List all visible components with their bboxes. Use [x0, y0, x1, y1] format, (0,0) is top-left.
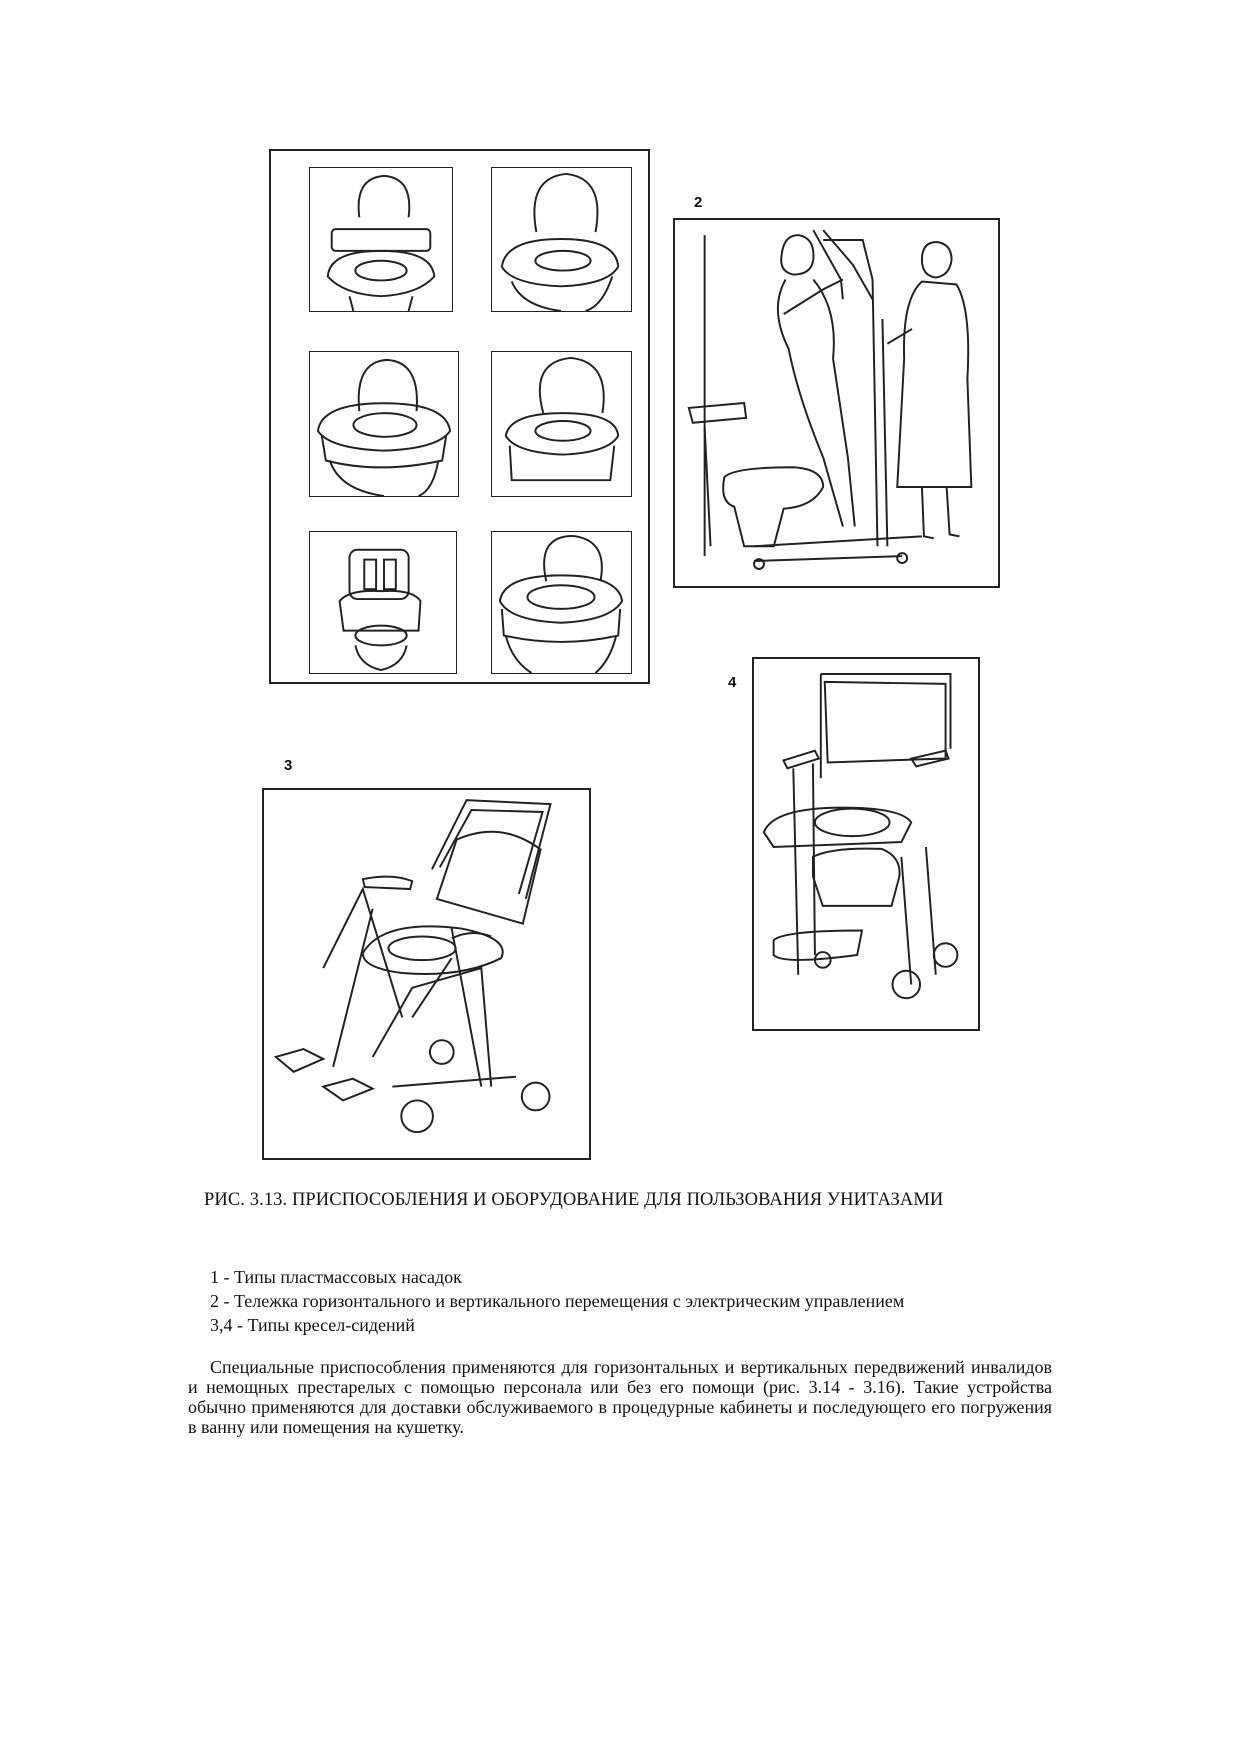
figure-4-commode-chair — [752, 657, 980, 1031]
figure-legend — [210, 1265, 904, 1337]
figure-3-wheeled-chair — [262, 788, 591, 1160]
toilet-seat-image-4 — [491, 351, 632, 497]
toilet-seat-image-6 — [491, 531, 632, 674]
legend-item-2: 2 - Тележка горизонтального и вертикального перемещения с электрическим управлением — [210, 1291, 905, 1311]
toilet-seat-image-3 — [309, 351, 459, 497]
figure-4-label: 4 — [728, 674, 737, 691]
legend-item-3: 3,4 - Типы кресел-сидений — [210, 1315, 415, 1335]
toilet-seat-image-2 — [491, 167, 632, 312]
figure-1-toilet-seat-attachments — [269, 149, 650, 684]
toilet-seat-image-5 — [309, 531, 457, 674]
figure-2-lifting-trolley — [673, 218, 1000, 588]
body-paragraph: Специальные приспособления применяются для горизонтальных и вертикальных передвижений инвалидов и немощных престарелых с помощью персонала или без его помощи (рис. 3.14 - 3.16). Такие устройства обычно применяются для доставки обслуживаемого в процедурные кабинеты и последующего его погружения в ванну или помещения на кушетку. — [188, 1357, 1052, 1437]
legend-item-1: 1 - Типы пластмассовых насадок — [210, 1267, 462, 1287]
figure-2-label: 2 — [694, 194, 703, 211]
toilet-seat-image-1 — [309, 167, 453, 312]
figure-caption: РИС. 3.13. ПРИСПОСОБЛЕНИЯ И ОБОРУДОВАНИЕ ДЛЯ ПОЛЬЗОВАНИЯ УНИТАЗАМИ — [204, 1190, 944, 1210]
figure-3-label: 3 — [284, 757, 293, 774]
